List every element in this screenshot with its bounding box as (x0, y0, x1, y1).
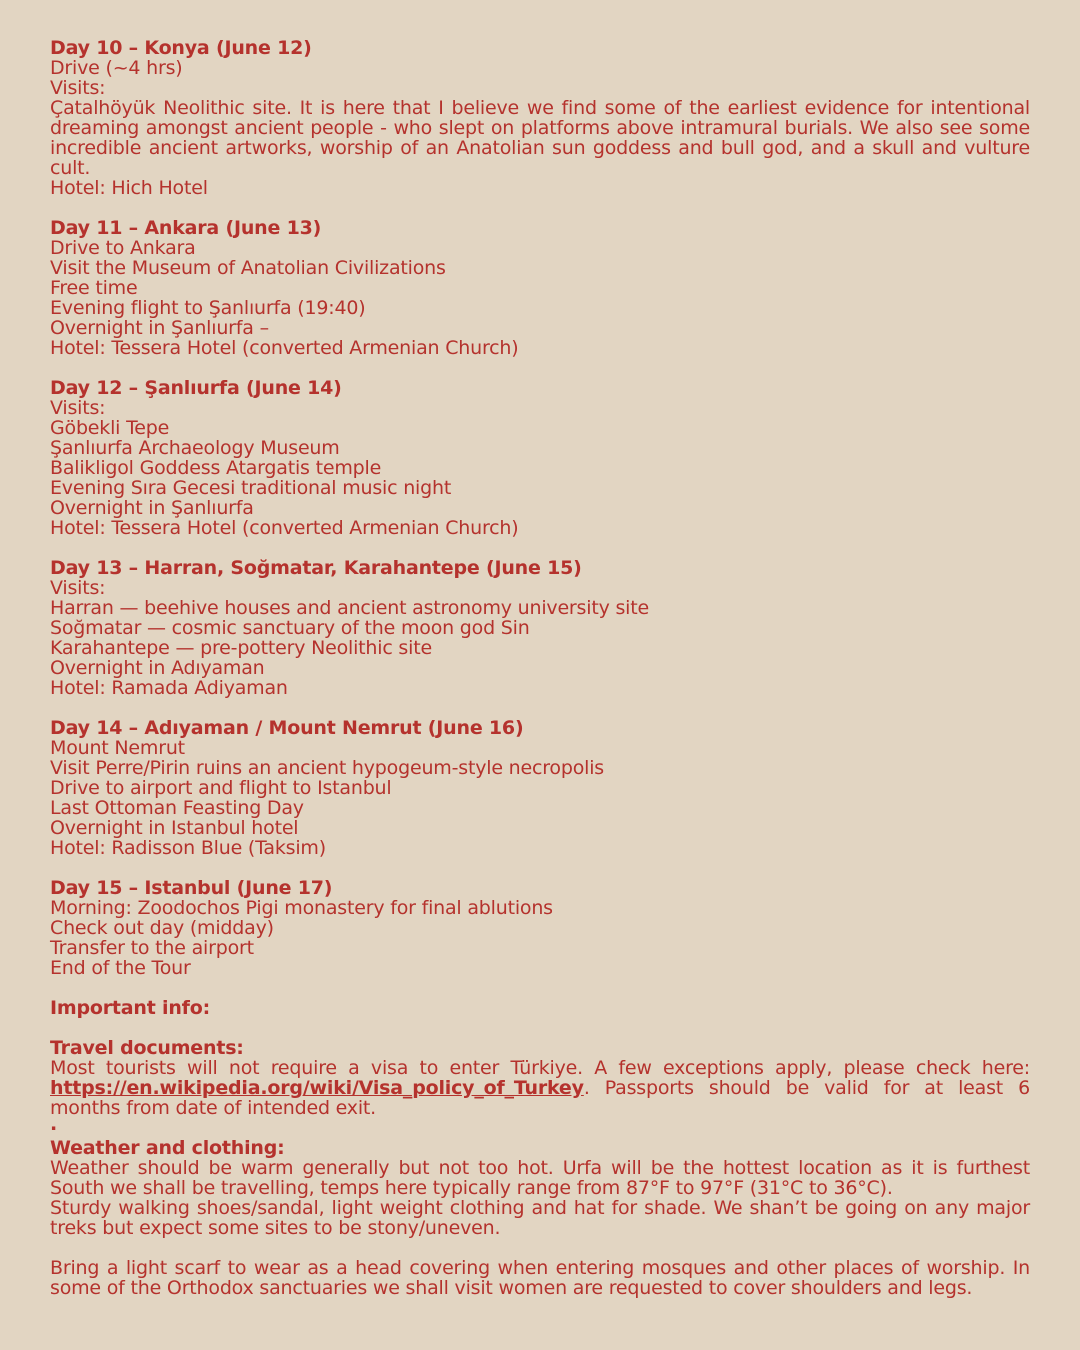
day-11-hotel: Hotel: Tessera Hotel (converted Armenian Church) (50, 337, 519, 359)
day-15-line: End of the Tour (50, 957, 191, 979)
clothing-paragraph: Sturdy walking shoes/sandal, light weight clothing and hat for shade. We shan’t be going on any major treks but expect some sites to be stony/uneven. (50, 1197, 1030, 1239)
travel-documents-text-after: . Passports should be valid for at least 6 months from date of intended exit. (50, 1077, 1030, 1119)
day-12-line: Overnight in Şanlıurfa (50, 497, 254, 519)
day-12-line: Visits: (50, 397, 106, 419)
day-12-line: Şanlıurfa Archaeology Museum (50, 437, 340, 459)
day-10-hotel: Hotel: Hich Hotel (50, 177, 208, 199)
important-info-heading: Important info: (50, 997, 210, 1019)
day-15-line: Transfer to the airport (50, 937, 254, 959)
day-13-hotel: Hotel: Ramada Adiyaman (50, 677, 288, 699)
travel-documents-text (50, 1058, 1030, 1118)
travel-documents-heading: Travel documents: (50, 1037, 244, 1059)
travel-documents-text-before: Most tourists will not require a visa to enter Türkiye. A few exceptions apply, please check here: (50, 1057, 1030, 1079)
weather-paragraph: Weather should be warm generally but not too hot. Urfa will be the hottest location as it is furthest South we shall be travelling, temps here typically range from 87°F to 97°F (31°C to 36°C). (50, 1157, 1030, 1199)
day-15-line: Check out day (midday) (50, 917, 274, 939)
day-12-hotel: Hotel: Tessera Hotel (converted Armenian Church) (50, 517, 519, 539)
day-10-description: Çatalhöyük Neolithic site. It is here that I believe we find some of the earliest evidence for intentional dreaming amongst ancient people - who slept on platforms above intramural burials. We also see some incredible ancient artworks, worship of an Anatolian sun goddess and bull god, and a skull and vulture cult. (50, 97, 1030, 179)
day-11-line: Visit the Museum of Anatolian Civilizations (50, 257, 446, 279)
day-13-heading: Day 13 – Harran, Soğmatar, Karahantepe (June 15) (50, 557, 582, 579)
day-13-line: Visits: (50, 577, 106, 599)
day-14-line: Visit Perre/Pirin ruins an ancient hypogeum-style necropolis (50, 757, 604, 779)
day-13-line: Overnight in Adıyaman (50, 657, 265, 679)
day-12-line: Göbekli Tepe (50, 417, 170, 439)
day-13-line: Karahantepe — pre-pottery Neolithic site (50, 637, 432, 659)
day-14-hotel: Hotel: Radisson Blue (Taksim) (50, 837, 326, 859)
scarf-paragraph: Bring a light scarf to wear as a head covering when entering mosques and other places of worship. In some of the Orthodox sanctuaries we shall visit women are requested to cover shoulders and legs. (50, 1257, 1030, 1299)
day-14-line: Drive to airport and flight to Istanbul (50, 777, 392, 799)
day-11-line: Overnight in Şanlıurfa – (50, 317, 269, 339)
weather-clothing-heading: Weather and clothing: (50, 1137, 285, 1159)
stray-marker: . (50, 1113, 58, 1135)
visa-policy-link[interactable]: https://en.wikipedia.org/wiki/Visa_policy_of_Turkey (50, 1077, 584, 1099)
day-14-line: Last Ottoman Feasting Day (50, 797, 304, 819)
day-15-line: Morning: Zoodochos Pigi monastery for final ablutions (50, 897, 553, 919)
day-12-line: Balikligol Goddess Atargatis temple (50, 457, 382, 479)
day-11-line: Free time (50, 277, 138, 299)
day-14-line: Overnight in Istanbul hotel (50, 817, 299, 839)
itinerary-document (50, 38, 1030, 1298)
day-13-line: Soğmatar — cosmic sanctuary of the moon god Sin (50, 617, 530, 639)
day-10-heading: Day 10 – Konya (June 12) (50, 37, 312, 59)
day-12-line: Evening Sıra Gecesi traditional music night (50, 477, 452, 499)
day-10-line: Drive (~4 hrs) (50, 57, 183, 79)
day-10-line: Visits: (50, 77, 106, 99)
day-13-line: Harran — beehive houses and ancient astronomy university site (50, 597, 649, 619)
day-14-heading: Day 14 – Adıyaman / Mount Nemrut (June 16) (50, 717, 524, 739)
day-11-line: Evening flight to Şanlıurfa (19:40) (50, 297, 366, 319)
day-15-heading: Day 15 – Istanbul (June 17) (50, 877, 333, 899)
day-14-line: Mount Nemrut (50, 737, 185, 759)
day-11-heading: Day 11 – Ankara (June 13) (50, 217, 322, 239)
day-12-heading: Day 12 – Şanlıurfa (June 14) (50, 377, 342, 399)
day-11-line: Drive to Ankara (50, 237, 196, 259)
